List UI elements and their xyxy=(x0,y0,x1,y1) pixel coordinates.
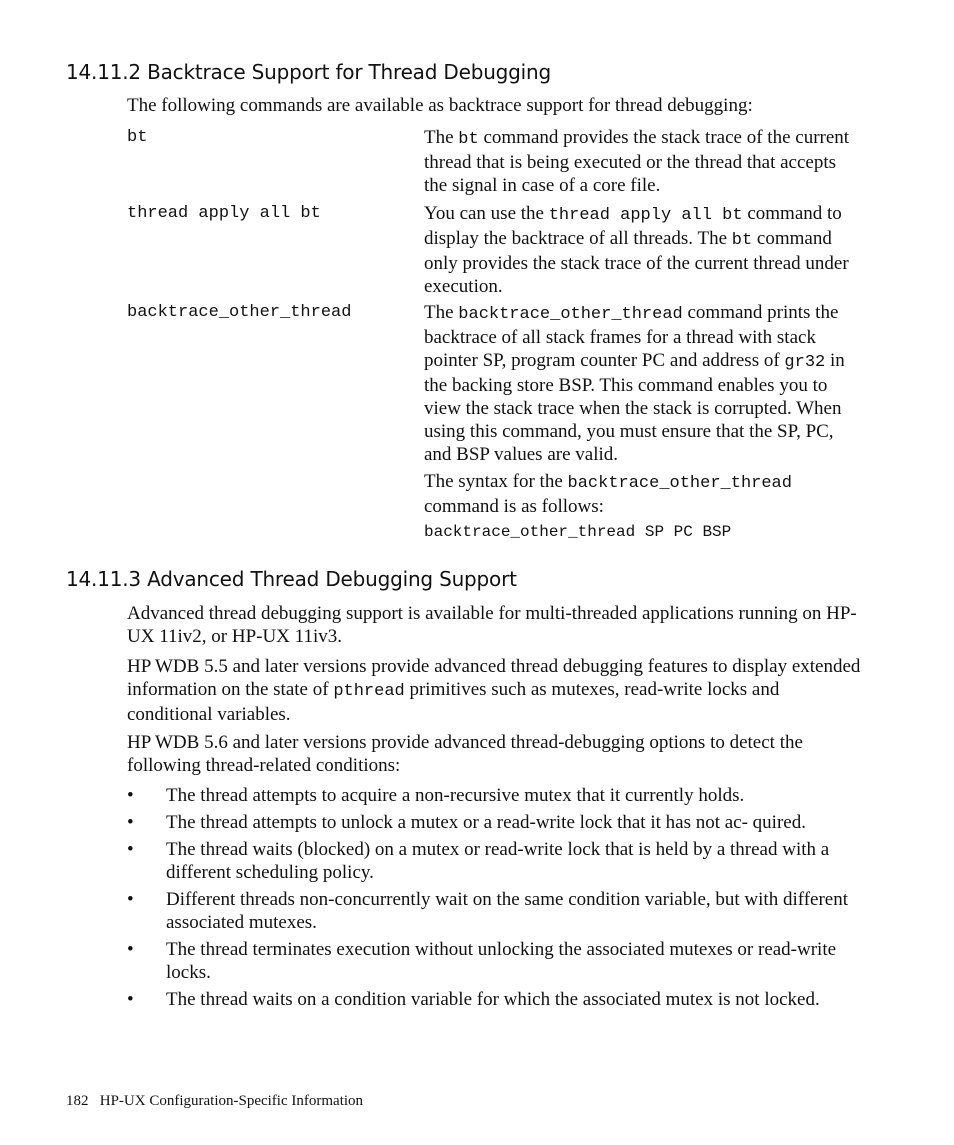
section-heading-backtrace: 14.11.2 Backtrace Support for Thread Debugging xyxy=(66,60,551,84)
page-number: 182 xyxy=(66,1093,89,1109)
bullet-icon: • xyxy=(127,989,134,1010)
list-item xyxy=(127,838,862,884)
bullet-icon: • xyxy=(127,939,134,960)
def-text: command to display the backtrace of all threads. The xyxy=(424,203,842,249)
list-item-text: Different threads non-concurrently wait on the same condition variable, but with different associated mutexes. xyxy=(166,889,849,933)
list-item xyxy=(127,888,862,934)
term-bt: bt xyxy=(127,128,148,147)
bullet-icon: • xyxy=(127,839,134,860)
section-intro: The following commands are available as backtrace support for thread debugging: xyxy=(127,95,753,116)
code-inline: bt xyxy=(731,231,753,250)
def-text: You can use the xyxy=(424,203,549,224)
syntax-intro xyxy=(424,470,862,518)
list-item-text: The thread waits on a condition variable for which the associated mutex is not locked. xyxy=(166,989,820,1010)
def-text: The xyxy=(424,302,459,323)
code-inline: thread apply all bt xyxy=(548,206,743,225)
list-item-text: The thread attempts to acquire a non-recursive mutex that it currently holds. xyxy=(166,785,745,806)
code-inline: pthread xyxy=(333,682,405,701)
def-text: command is as follows: xyxy=(424,496,604,517)
bullet-icon: • xyxy=(127,889,134,910)
para-text: HP WDB 5.5 and later versions provide advanced thread debugging features to display extended information on the state of xyxy=(127,656,861,700)
def-text: command prints the backtrace of all stack frames for a thread with stack pointer SP, program counter PC and address of xyxy=(424,302,839,371)
code-inline: backtrace_other_thread xyxy=(458,305,683,324)
list-item xyxy=(127,988,862,1011)
bullet-icon: • xyxy=(127,785,134,806)
definition-bt xyxy=(424,126,862,197)
paragraph-advanced-support: Advanced thread debugging support is available for multi-threaded applications running on HP-UX 11iv2, or HP-UX 11iv3. xyxy=(127,603,857,647)
syntax-example: backtrace_other_thread SP PC BSP xyxy=(424,523,732,541)
term-thread-apply-all-bt: thread apply all bt xyxy=(127,204,321,223)
bullet-icon: • xyxy=(127,812,134,833)
definition-thread-apply-all-bt xyxy=(424,202,862,298)
def-text: in the backing store BSP. This command enables you to view the stack trace when the stack is corrupted. When using this command, you must ensure that the SP, PC, and BSP values are valid. xyxy=(424,350,845,465)
paragraph-wdb-5-6: HP WDB 5.6 and later versions provide advanced thread-debugging options to detect the following thread-related conditions: xyxy=(127,732,803,776)
list-item xyxy=(127,811,862,834)
def-text: command only provides the stack trace of the current thread under execution. xyxy=(424,228,849,297)
def-text: command provides the stack trace of the current thread that is being executed or the thread that accepts the signal in case of a core file. xyxy=(424,127,850,196)
code-inline: gr32 xyxy=(784,353,826,372)
paragraph-wdb-5-5 xyxy=(127,655,867,726)
para-text: primitives such as mutexes, read-write locks and conditional variables. xyxy=(127,679,780,725)
list-item-text: The thread waits (blocked) on a mutex or read-write lock that is held by a thread with a different scheduling policy. xyxy=(166,839,830,883)
list-item-text: The thread attempts to unlock a mutex or a read-write lock that it has not ac- quired. xyxy=(166,812,806,833)
definition-backtrace-other-thread xyxy=(424,301,862,466)
chapter-title: HP-UX Configuration-Specific Information xyxy=(99,1093,364,1109)
code-inline: backtrace_other_thread xyxy=(567,474,792,493)
section-heading-advanced: 14.11.3 Advanced Thread Debugging Support xyxy=(66,567,517,591)
conditions-list xyxy=(127,784,862,1015)
def-text: The syntax for the xyxy=(424,471,568,492)
term-backtrace-other-thread: backtrace_other_thread xyxy=(127,303,352,322)
def-text: The xyxy=(424,127,459,148)
list-item-text: The thread terminates execution without unlocking the associated mutexes or read-write locks. xyxy=(166,939,837,983)
code-inline: bt xyxy=(458,130,479,149)
list-item xyxy=(127,784,862,807)
page-footer xyxy=(66,1093,363,1110)
list-item xyxy=(127,938,862,984)
